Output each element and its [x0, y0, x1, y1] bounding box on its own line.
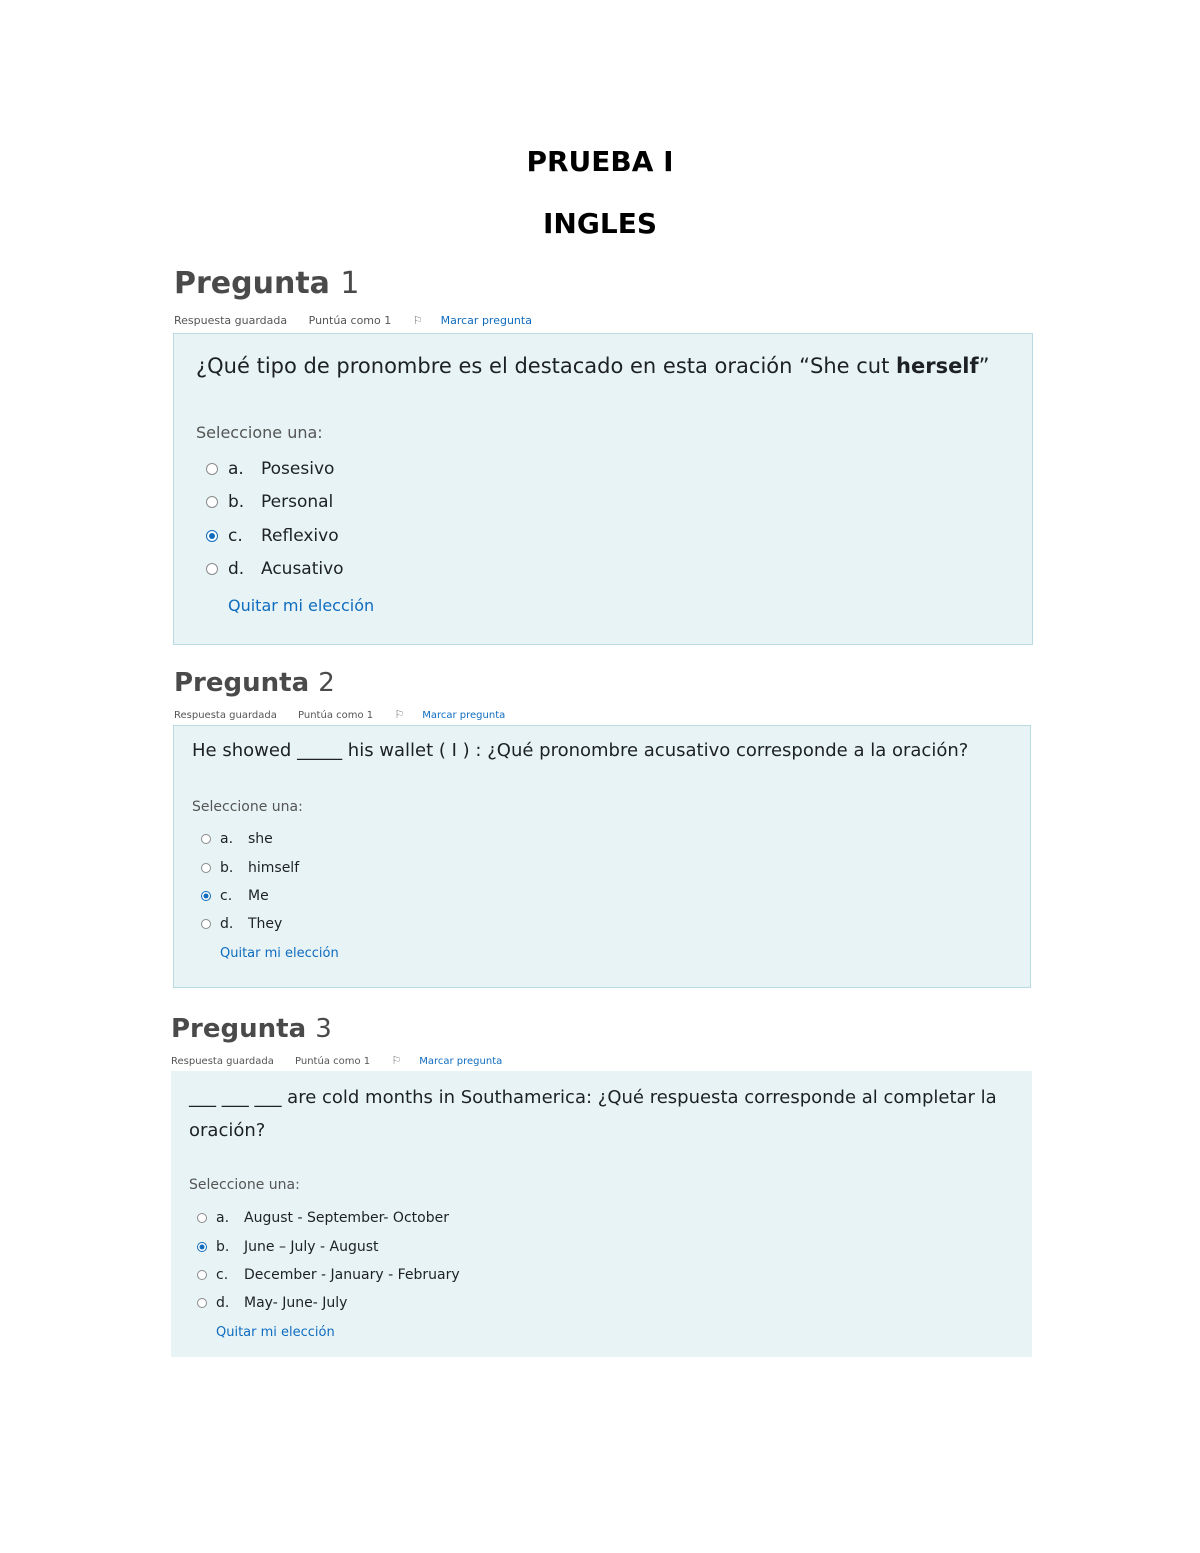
- question-1-option-c[interactable]: c. Reflexivo: [206, 526, 339, 546]
- option-text: himself: [248, 860, 300, 876]
- question-1-clear-choice-link[interactable]: Quitar mi elección: [228, 596, 375, 615]
- radio-button[interactable]: [206, 463, 218, 475]
- question-1-flag-label: Marcar pregunta: [440, 314, 532, 327]
- document-title: PRUEBA I: [526, 145, 674, 178]
- radio-button[interactable]: [201, 863, 211, 873]
- option-text: Me: [248, 888, 269, 904]
- question-3-number: 3: [315, 1014, 332, 1044]
- radio-button[interactable]: [206, 563, 218, 575]
- question-2-heading: [174, 668, 335, 698]
- option-text: she: [248, 831, 273, 847]
- radio-button[interactable]: [201, 834, 211, 844]
- flag-icon: ⚐: [394, 708, 405, 721]
- question-1-info: [174, 314, 568, 327]
- question-3-prompt: Seleccione una:: [189, 1177, 300, 1193]
- question-2-prompt: Seleccione una:: [192, 799, 303, 815]
- radio-button[interactable]: [197, 1213, 207, 1223]
- question-2-clear-choice-link[interactable]: Quitar mi elección: [220, 946, 339, 961]
- question-3-box: [171, 1071, 1032, 1357]
- radio-button[interactable]: [201, 919, 211, 929]
- question-1-number: 1: [340, 266, 360, 301]
- document-subtitle: INGLES: [543, 207, 657, 240]
- option-text: Personal: [261, 492, 334, 512]
- question-1-option-b[interactable]: b. Personal: [206, 492, 333, 512]
- question-3-status: Respuesta guardada: [171, 1056, 274, 1067]
- question-2-number: 2: [318, 668, 335, 698]
- question-1-highlight: herself: [896, 354, 979, 378]
- option-text: May- June- July: [244, 1295, 348, 1311]
- question-2-text: He showed _____ his wallet ( I ) : ¿Qué pronombre acusativo corresponde a la oración?: [192, 740, 969, 761]
- radio-button-selected[interactable]: [197, 1242, 207, 1252]
- question-3-option-c[interactable]: c. December - January - February: [197, 1267, 460, 1283]
- question-1-option-a[interactable]: a. Posesivo: [206, 459, 334, 479]
- question-2-box: [173, 725, 1031, 988]
- question-3-text-line-1: ___ ___ ___ are cold months in Southamerica: ¿Qué respuesta corresponde al completar la: [189, 1087, 997, 1108]
- flag-icon: ⚐: [412, 314, 423, 327]
- question-3-heading: [171, 1014, 332, 1044]
- radio-button[interactable]: [206, 496, 218, 508]
- question-3-text-line-2: oración?: [189, 1120, 266, 1141]
- option-text: They: [248, 916, 283, 932]
- option-text: June – July - August: [244, 1239, 379, 1255]
- question-1-option-d[interactable]: d. Acusativo: [206, 559, 344, 579]
- question-2-flag-link[interactable]: [394, 710, 523, 721]
- question-2-option-b[interactable]: b. himself: [201, 860, 299, 876]
- question-1-heading: [174, 266, 359, 301]
- question-2-status: Respuesta guardada: [174, 710, 277, 721]
- question-1-score: Puntúa como 1: [308, 314, 392, 327]
- radio-button-selected[interactable]: [206, 530, 218, 542]
- question-3-option-d[interactable]: d. May- June- July: [197, 1295, 347, 1311]
- question-1-status: Respuesta guardada: [174, 314, 288, 327]
- option-text: Acusativo: [261, 559, 344, 579]
- question-3-flag-label: Marcar pregunta: [419, 1056, 503, 1067]
- question-1-text: ¿Qué tipo de pronombre es el destacado en esta oración “She cut herself”: [196, 354, 990, 378]
- question-2-info: [174, 708, 541, 721]
- question-2-heading-label: Pregunta: [174, 668, 310, 698]
- question-2-option-a[interactable]: a. she: [201, 831, 273, 847]
- question-1-box: [173, 333, 1033, 645]
- radio-button[interactable]: [197, 1270, 207, 1280]
- question-3-option-a[interactable]: a. August - September- October: [197, 1210, 449, 1226]
- radio-button[interactable]: [197, 1298, 207, 1308]
- question-3-heading-label: Pregunta: [171, 1014, 307, 1044]
- question-3-option-b[interactable]: b. June – July - August: [197, 1239, 379, 1255]
- question-3-flag-link[interactable]: [391, 1056, 520, 1067]
- option-text: Posesivo: [261, 459, 335, 479]
- question-2-flag-label: Marcar pregunta: [422, 710, 506, 721]
- question-2-score: Puntúa como 1: [298, 710, 374, 721]
- radio-button-selected[interactable]: [201, 891, 211, 901]
- question-2-option-c[interactable]: c. Me: [201, 888, 269, 904]
- flag-icon: ⚐: [391, 1054, 402, 1067]
- question-3-clear-choice-link[interactable]: Quitar mi elección: [216, 1325, 335, 1340]
- option-text: December - January - February: [244, 1267, 460, 1283]
- option-text: August - September- October: [244, 1210, 449, 1226]
- question-3-info: [171, 1054, 538, 1067]
- question-1-heading-label: Pregunta: [174, 266, 330, 301]
- option-text: Reflexivo: [261, 526, 339, 546]
- question-2-option-d[interactable]: d. They: [201, 916, 282, 932]
- question-3-score: Puntúa como 1: [295, 1056, 371, 1067]
- question-1-prompt: Seleccione una:: [196, 423, 323, 442]
- question-1-flag-link[interactable]: [413, 314, 550, 327]
